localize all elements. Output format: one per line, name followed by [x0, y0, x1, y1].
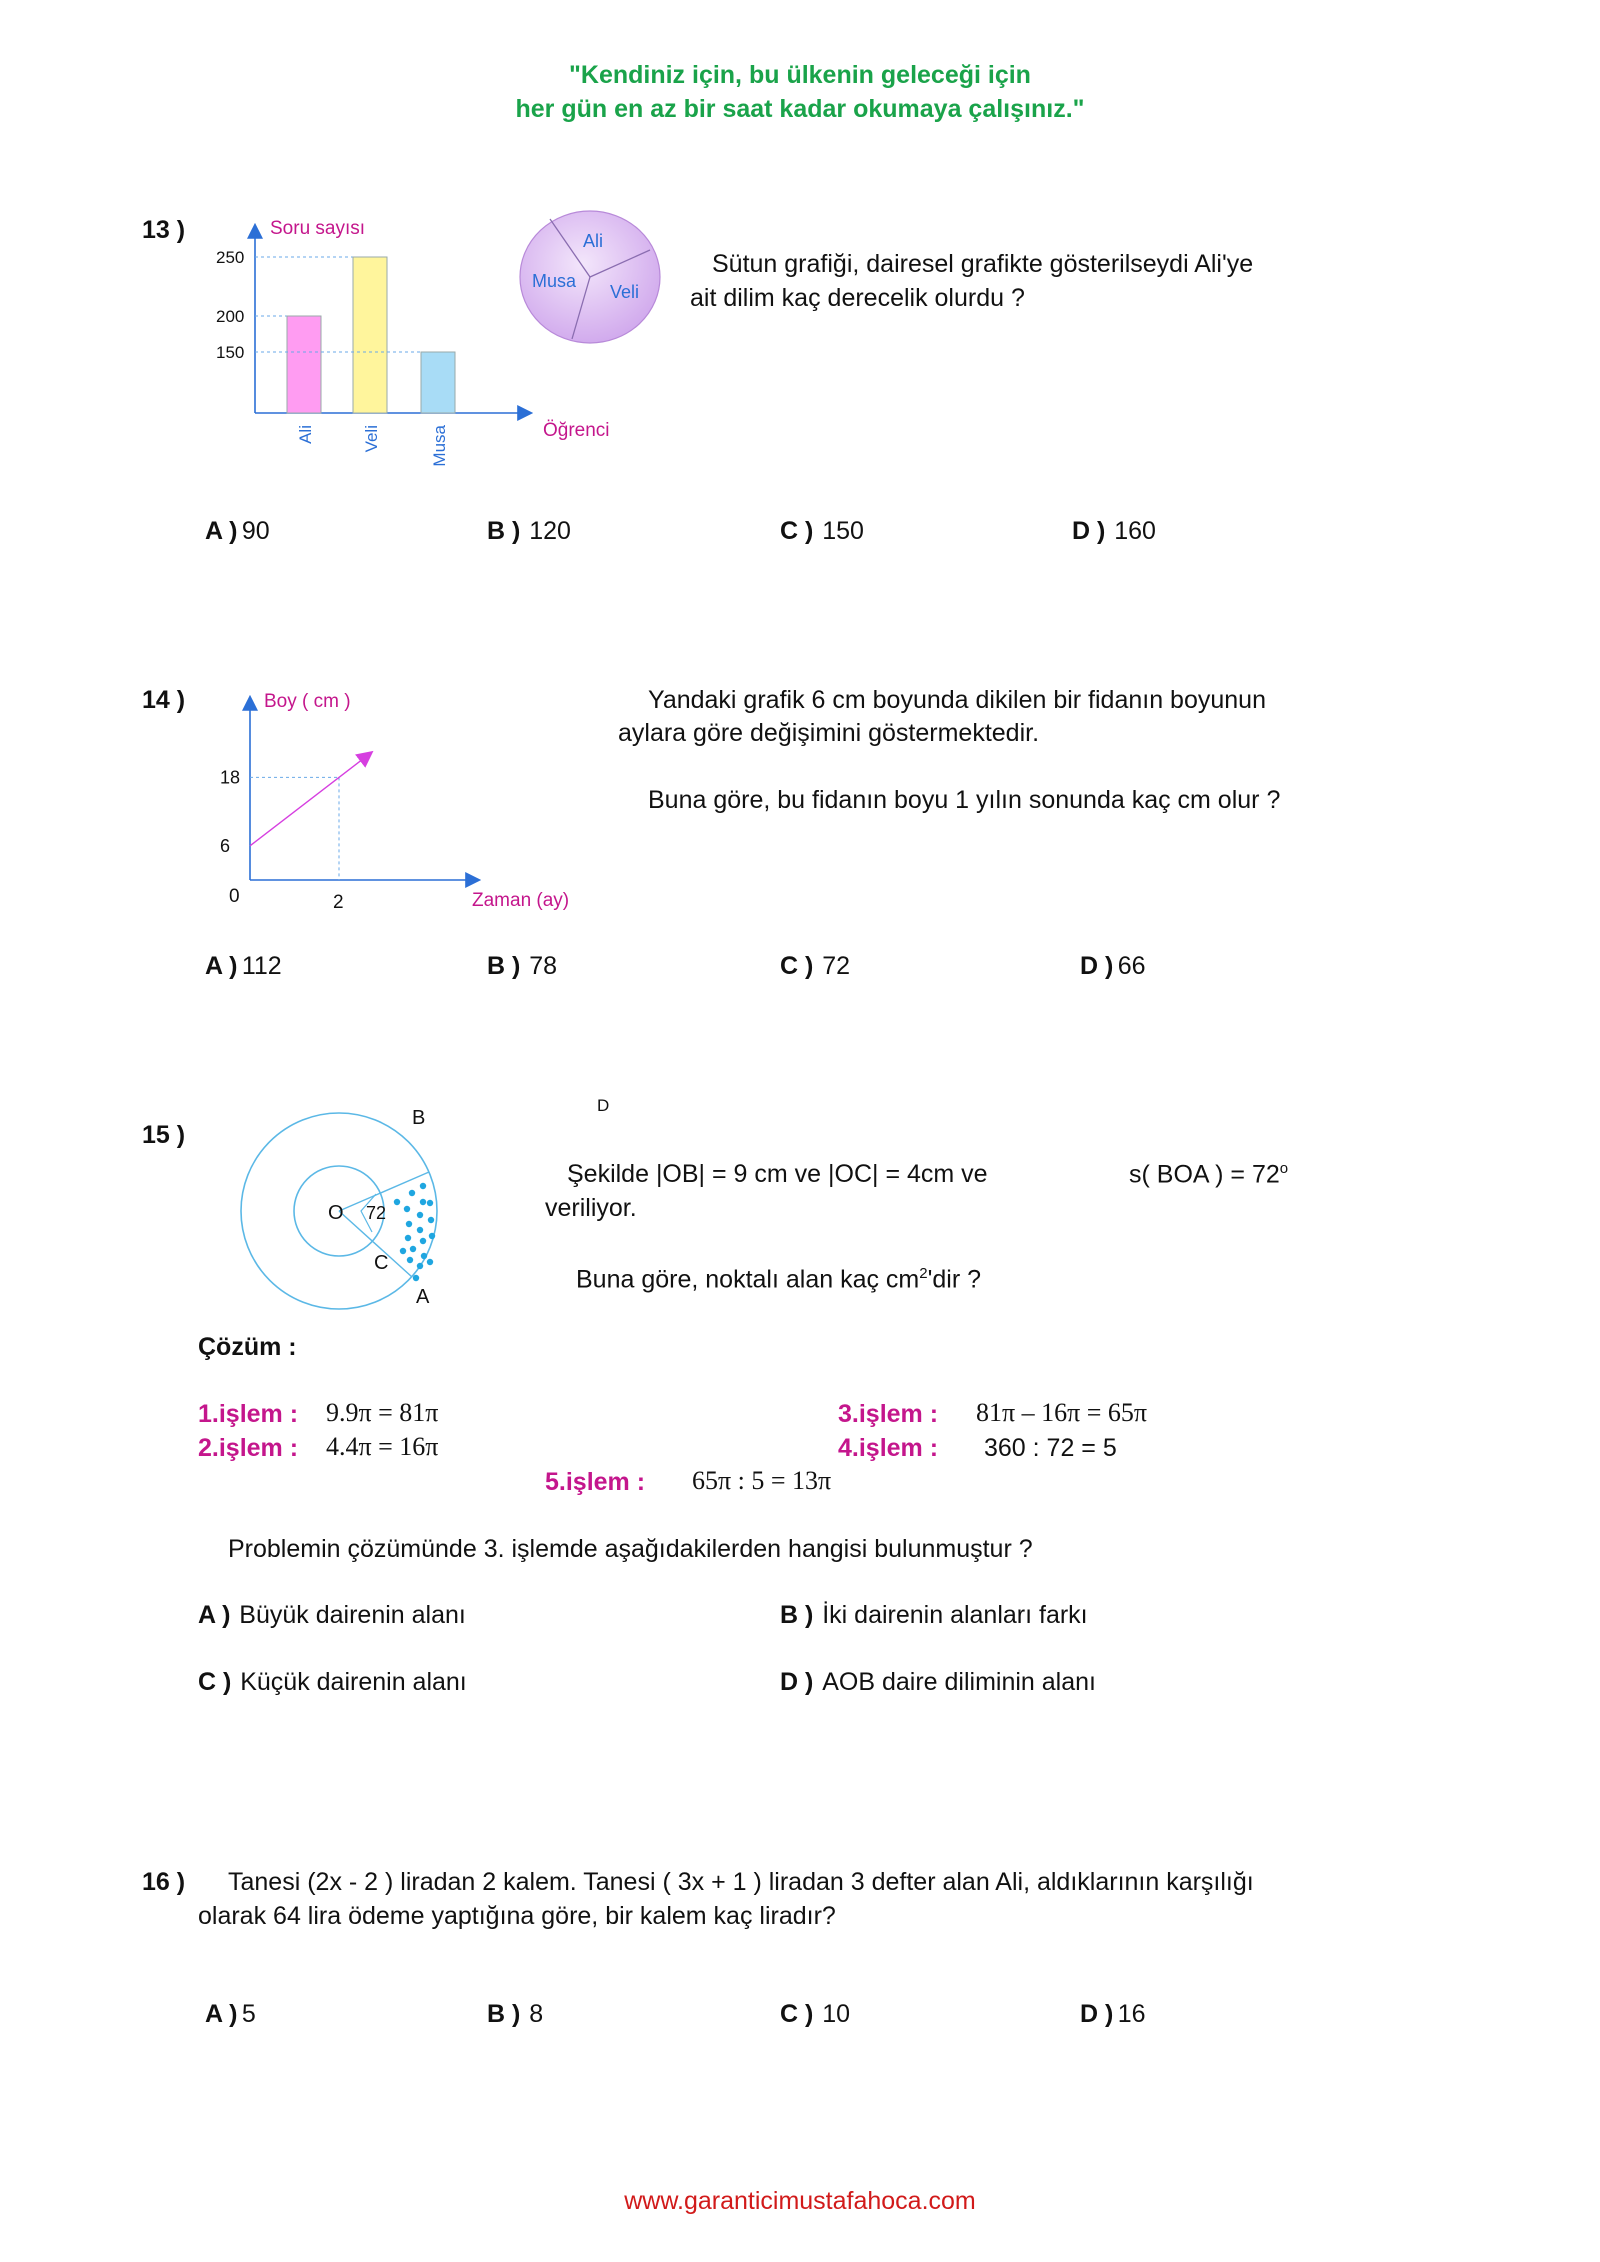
q13-xlabel: Öğrenci [543, 420, 610, 441]
q15-dot [417, 1227, 423, 1233]
q15-dot [394, 1199, 400, 1205]
q15-dot [428, 1217, 434, 1223]
q13-bar-veli [353, 257, 387, 413]
q15-number: 15 ) [142, 1121, 186, 1149]
q14-origin-label: 0 [229, 886, 240, 907]
q15-dot [404, 1206, 410, 1212]
q14-growth-line [250, 753, 370, 845]
q13-category-label: Ali [296, 425, 315, 444]
q15-dot [429, 1233, 435, 1239]
q15-text-line-1: Şekilde |OB| = 9 cm ve |OC| = 4cm ve [567, 1160, 988, 1188]
q14-number: 14 ) [142, 686, 186, 714]
q13-option-a[interactable]: A ) 90 [205, 517, 270, 545]
q15-dot [405, 1235, 411, 1241]
q15-option-b[interactable]: B ) İki dairenin alanları farkı [780, 1601, 1088, 1629]
q13-pie-chart [515, 205, 665, 355]
q13-pie-label-ali: Ali [583, 231, 604, 251]
q15-text-line-2: veriliyor. [545, 1194, 637, 1222]
motto-line-2: her gün en az bir saat kadar okumaya çalışınız." [515, 95, 1085, 123]
q15-step-3-expr: 81π – 16π = 65π [976, 1398, 1148, 1427]
q13-number: 13 ) [142, 216, 186, 244]
q13-option-c[interactable]: C ) 150 [780, 517, 864, 545]
q15-dot [427, 1259, 433, 1265]
q13-y-tick-label: 150 [216, 343, 245, 362]
q15-circle-figure [240, 1110, 470, 1320]
q15-label-o: O [328, 1202, 344, 1224]
q14-y-tick-label: 6 [220, 835, 231, 856]
q16-option-b[interactable]: B ) 8 [487, 2000, 544, 2028]
q14-text-line-3: Buna göre, bu fidanın boyu 1 yılın sonunda kaç cm olur ? [648, 786, 1281, 814]
motto-line-1: "Kendiniz için, bu ülkenin geleceği için [569, 61, 1031, 89]
q13-text-line-2: ait dilim kaç derecelik olurdu ? [690, 284, 1025, 312]
q15-step-5-expr: 65π : 5 = 13π [692, 1466, 832, 1495]
q15-sub-question: Problemin çözümünde 3. işlemde aşağıdakilerden hangisi bulunmuştur ? [228, 1535, 1033, 1563]
q15-solution-label: Çözüm : [198, 1333, 297, 1361]
footer-website-link[interactable]: www.garanticimustafahoca.com [624, 2187, 976, 2215]
q15-question: Buna göre, noktalı alan kaç $cm^2'dir$ ? [576, 1265, 981, 1294]
q16-number: 16 ) [142, 1868, 186, 1896]
q15-dot [420, 1183, 426, 1189]
q13-bar-musa [421, 352, 455, 413]
q16-text-line-2: olarak 64 lira ödeme yaptığına göre, bir kalem kaç liradır? [198, 1902, 836, 1930]
q15-step-2-expr: 4.4π = 16π [326, 1432, 439, 1461]
q14-text-line-2: aylara göre değişimini göstermektedir. [618, 719, 1040, 747]
q15-dot [417, 1212, 423, 1218]
q14-option-a[interactable]: A ) 112 [205, 952, 282, 980]
q15-step-4-expr: 360 : 72 = 5 [984, 1434, 1117, 1462]
q16-option-d[interactable]: D ) 16 [1080, 2000, 1146, 2028]
q15-angle-text: s( BOA ) = $72^o$ [1129, 1160, 1289, 1189]
q13-pie-label-veli: Veli [610, 282, 640, 302]
q15-dot [406, 1221, 412, 1227]
q15-option-d[interactable]: D ) AOB daire diliminin alanı [780, 1668, 1096, 1696]
q15-step-4-label: 4.işlem : [838, 1434, 939, 1462]
q13-category-label: Musa [430, 425, 449, 467]
q14-xlabel: Zaman (ay) [472, 890, 570, 911]
q15-dot [409, 1190, 415, 1196]
q15-dot [410, 1246, 416, 1252]
q14-x-tick-label: 2 [333, 892, 344, 913]
q14-option-b[interactable]: B ) 78 [487, 952, 558, 980]
q13-text-line-1: Sütun grafiği, dairesel grafikte gösterilseydi Ali'ye [712, 250, 1254, 278]
q16-option-a[interactable]: A ) 5 [205, 2000, 256, 2028]
q13-y-tick-label: 250 [216, 248, 245, 267]
q13-option-d[interactable]: D ) 160 [1072, 517, 1156, 545]
q15-step-3-label: 3.işlem : [838, 1400, 939, 1428]
q13-category-label: Veli [362, 425, 381, 453]
q15-dot [427, 1200, 433, 1206]
q13-pie-label-musa: Musa [532, 271, 577, 291]
q16-text-line-1: Tanesi (2x - 2 ) liradan 2 kalem. Tanesi ( 3x + 1 ) liradan 3 defter alan Ali, aldıklarının karşılığı [228, 1868, 1254, 1896]
q15-dot [413, 1275, 419, 1281]
q15-step-5-label: 5.işlem : [545, 1468, 646, 1496]
q15-dotted-region [361, 1183, 435, 1281]
q15-step-1-expr: 9.9π = 81π [326, 1398, 439, 1427]
q13-bar-ali [287, 316, 321, 413]
q15-dot [421, 1253, 427, 1259]
q14-text-line-1: Yandaki grafik 6 cm boyunda dikilen bir fidanın boyunun [648, 686, 1266, 714]
q14-line-chart [200, 680, 600, 920]
q15-dot [417, 1263, 423, 1269]
q15-option-c[interactable]: C ) Küçük dairenin alanı [198, 1668, 467, 1696]
q15-step-1-label: 1.işlem : [198, 1400, 299, 1428]
q13-y-tick-label: 200 [216, 307, 245, 326]
q15-dot [407, 1257, 413, 1263]
q15-label-a: A [416, 1286, 430, 1308]
q14-option-c[interactable]: C ) 72 [780, 952, 851, 980]
q15-label-b: B [412, 1110, 426, 1129]
q15-dot [420, 1238, 426, 1244]
q16-option-c[interactable]: C ) 10 [780, 2000, 851, 2028]
q15-dot [420, 1199, 426, 1205]
q15-dot [400, 1248, 406, 1254]
q14-ylabel: Boy ( cm ) [264, 691, 351, 712]
q15-angle-label: 72 [366, 1203, 387, 1223]
q14-option-d[interactable]: D ) 66 [1080, 952, 1146, 980]
q15-stray-label: D [597, 1096, 610, 1115]
q13-option-b[interactable]: B ) 120 [487, 517, 571, 545]
q15-option-a[interactable]: A ) Büyük dairenin alanı [198, 1601, 466, 1629]
q13-ylabel: Soru sayısı [270, 218, 366, 239]
q14-y-tick-label: 18 [220, 767, 241, 788]
q15-step-2-label: 2.işlem : [198, 1434, 299, 1462]
q15-label-c: C [374, 1252, 389, 1274]
